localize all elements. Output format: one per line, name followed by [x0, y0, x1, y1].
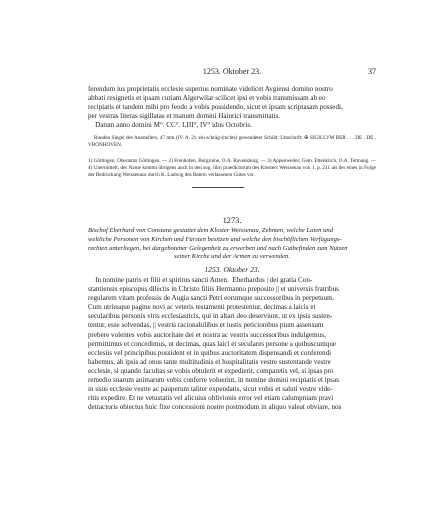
text-line: habemus, ab ipsis ad onus tante multitudinis et hospitalitatis vestre sustentande vestre [88, 357, 331, 366]
top-text-line: abbati resignetis et ipsam curiam Algerwilar scilicet ipsi et vobis transmissam ab eo [88, 94, 326, 103]
document-date: 1253. Oktober 23. [204, 265, 260, 274]
seal-note-text: Runden Siegel des Ausstellers, 47 mm (IV. A. 2): ein schräg-(rechts) gewendeter Schild: Umschrift: ✠ SIGILLVM BER . . . DE . DE . VRONHOVEN. [88, 135, 376, 148]
footnotes [88, 158, 376, 178]
text-line: ecclesie, si quando facultas se vobis obtulerit et expedierit, comparetis vel, si ipsas pro [88, 366, 334, 375]
date-line: Datum anno domini M°. CC°. LIII°, IV° idus Octobris. [88, 121, 252, 130]
text-line: secularibus personis viris ecclesiasticis, qui in altari deo deserviunt, ut ex ipsis susten- [88, 312, 333, 321]
text-line: in usus ecclesie vestre ac pauperum taliter expendatis, sicut vobis et saluti vestre vide- [88, 385, 333, 394]
top-text-line: ferendum ius proprietatis ecclesie superius nominate videlicet Avgiensi domino nostro [88, 85, 333, 93]
text-line: stantiensis episcopus dilectis in Christo filiis Hermanno preposito || et universis fratribus [88, 285, 339, 294]
top-text-block [88, 85, 376, 130]
top-text-line: recipiatis et tandem mihi pro feodo a vobis possidendo, sicut et ipsam scriptasam possedi, [88, 103, 343, 112]
document-summary [88, 227, 376, 262]
summary-line: weltliche Personen von Kirchen und Fürsten besitzen und welche den bischöflichen Verfügungs- [88, 235, 342, 243]
summary-line: Bischof Eberhard von Constanz gestattet dem Kloster Weissenau, Zehnten, welche Laien und [88, 227, 333, 234]
running-title: 1253. Oktober 23. [202, 67, 262, 76]
summary-line: seiner Kirche und der Armen zu verwenden. [174, 253, 290, 261]
document-number: 1273. [222, 216, 242, 225]
seal-note [88, 135, 376, 149]
running-header [88, 67, 376, 78]
summary-line: rechten unterliegen, bei dargebotener Gelegenheit zu erwerben und nach Gutbefinden zum Nutzen [88, 244, 348, 252]
page-number: 37 [368, 67, 376, 76]
text-line: detractoris obiectus huic fixe concessioni nostre postmodum in aliquo valeat obviare, nos [88, 403, 342, 412]
text-line: In nomine patris et filii et spiritus sancti Amen. Eberhardus | dei gratia Con- [88, 276, 313, 284]
text-line: ritis expedire. Et ne vetustatis vel alicuius oblivionis error vel etiam calumpniam pravi [88, 394, 334, 403]
footnotes-text: 1) Göttingen, Oberamts Göttingen. — 2) Frenhofen, Burgruine, O.A. Ravensburg. — 3) Appenweiler, Gem. Ettenkirch, O.A. Tettnang. — 4) Unermittelt; der Name kommt übrigens auch in den sog. libri praedictorum des Klosters Weissenau von 1. p. 211 als der eines in Folge der Bedrückung Weissenaus durch K. Ludwig des Baiern verlassenen Gutes vor. [88, 158, 376, 178]
text-line: tentur, esse solvendas, || vestris racionabilibus et iustis peticionibus pium assensum [88, 321, 324, 330]
section-divider [192, 187, 244, 188]
text-line: remedio suarum animarum vobis conferre voluerint, in nomine domini recipiatis et ipsas [88, 376, 339, 385]
text-line: Cum utriusque pagine novi ac veteris testamenti protestentur, decimas a laicis et [88, 303, 316, 312]
text-line: ecclesiis vel principibus possident et in quibus auctoritatem dispensandi et conferendi [88, 348, 332, 357]
document-text [88, 276, 376, 412]
text-line: prebere volentes vobis auctoritate dei et nostra ac vestris successoribus indulgemus, [88, 330, 326, 339]
text-line: permittimus et concedimus, ut decimas, quas laici et seculares persone a quibuscumque [88, 339, 337, 348]
top-text-line: per vestras literas sigillatas et manum domini Hainrici transmittatis. [88, 112, 281, 121]
text-line: regularem vitam professis de Augia sancti Petri eorumque successoribus in perpetuum. [88, 294, 335, 303]
